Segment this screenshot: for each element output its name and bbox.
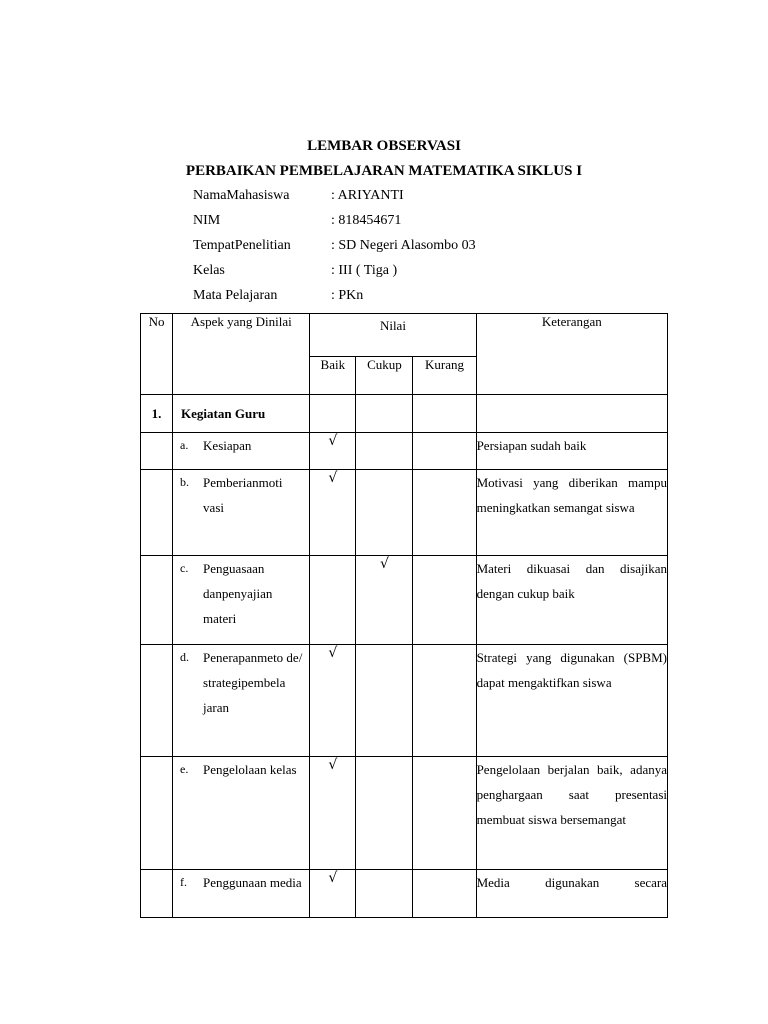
header-keterangan: Keterangan [476,314,667,395]
row-cukup: √ [356,556,413,645]
info-label: Kelas [193,263,225,278]
table-row [141,870,668,918]
info-label: TempatPenelitian [193,238,291,253]
row-kurang [413,757,476,870]
empty-cell [141,433,173,470]
header-aspek: Aspek yang Dinilai [173,314,310,395]
row-kurang [413,870,476,918]
section-title: Kegiatan Guru [173,395,310,433]
row-letter: f. [180,875,188,889]
aspek-cell [173,757,310,870]
row-aspek: Penggunaan media [203,875,302,890]
aspek-cell [173,470,310,556]
info-row-tempat [193,238,613,263]
info-label: NIM [193,213,221,228]
info-row-kelas [193,263,613,288]
table-row [141,470,668,556]
row-letter: b. [180,475,190,489]
row-letter: e. [180,762,189,776]
row-kurang [413,645,476,757]
header-cukup: Cukup [356,357,413,395]
row-keterangan: Media digunakan secara [476,870,667,918]
document-subtitle: PERBAIKAN PEMBELAJARAN MATEMATIKA SIKLUS I [185,163,583,179]
row-baik [310,556,356,645]
empty-cell [141,470,173,556]
row-cukup [356,870,413,918]
row-aspek: Penerapanmeto de/ strategipembela jaran [203,650,303,715]
row-letter: c. [180,561,189,575]
header-kurang: Kurang [413,357,476,395]
info-value: : PKn [331,288,364,303]
empty-cell [356,395,413,433]
row-cukup [356,645,413,757]
row-baik: √ [310,757,356,870]
aspek-cell [173,870,310,918]
empty-cell [141,645,173,757]
info-label: Mata Pelajaran [193,288,278,303]
info-value: : ARIYANTI [331,188,404,203]
empty-cell [141,556,173,645]
section-row [141,395,668,433]
row-cukup [356,470,413,556]
row-cukup [356,433,413,470]
aspek-cell [173,433,310,470]
header-nilai-label: Nilai [379,318,406,333]
row-letter: a. [180,438,189,452]
info-value: : III ( Tiga ) [331,263,398,278]
row-aspek: Pengelolaan kelas [203,762,297,777]
empty-cell [310,395,356,433]
row-baik: √ [310,470,356,556]
aspek-cell [173,645,310,757]
row-kurang [413,433,476,470]
row-baik: √ [310,870,356,918]
info-label: NamaMahasiswa [193,188,290,203]
document-title: LEMBAR OBSERVASI [307,138,461,154]
info-row-mapel [193,288,613,313]
empty-cell [141,870,173,918]
identity-info [193,188,613,313]
row-baik: √ [310,645,356,757]
row-aspek: Kesiapan [203,438,252,453]
table-row [141,645,668,757]
empty-cell [476,395,667,433]
row-keterangan: Persiapan sudah baik [476,433,667,470]
header-nilai [310,314,476,357]
table-header-row [141,314,668,357]
row-aspek: Penguasaan danpenyajian materi [203,561,273,626]
row-aspek: Pemberianmoti vasi [203,475,283,515]
info-row-nama [193,188,613,213]
row-keterangan: Strategi yang digunakan (SPBM) dapat mengaktifkan siswa [476,645,667,757]
aspek-cell [173,556,310,645]
row-letter: d. [180,650,190,664]
section-no: 1. [141,395,173,433]
table-row [141,433,668,470]
table-row [141,757,668,870]
header-baik: Baik [310,357,356,395]
row-keterangan: Materi dikuasai dan disajikan dengan cukup baik [476,556,667,645]
row-kurang [413,556,476,645]
row-keterangan: Motivasi yang diberikan mampu meningkatkan semangat siswa [476,470,667,556]
table-row [141,556,668,645]
info-value: : 818454671 [331,213,402,228]
row-cukup [356,757,413,870]
empty-cell [413,395,476,433]
row-keterangan: Pengelolaan berjalan baik, adanya penghargaan saat presentasi membuat siswa bersemangat [476,757,667,870]
empty-cell [141,757,173,870]
info-row-nim [193,213,613,238]
row-kurang [413,470,476,556]
info-value: : SD Negeri Alasombo 03 [331,238,476,253]
row-baik: √ [310,433,356,470]
observation-table [140,313,668,918]
header-no: No [141,314,173,395]
